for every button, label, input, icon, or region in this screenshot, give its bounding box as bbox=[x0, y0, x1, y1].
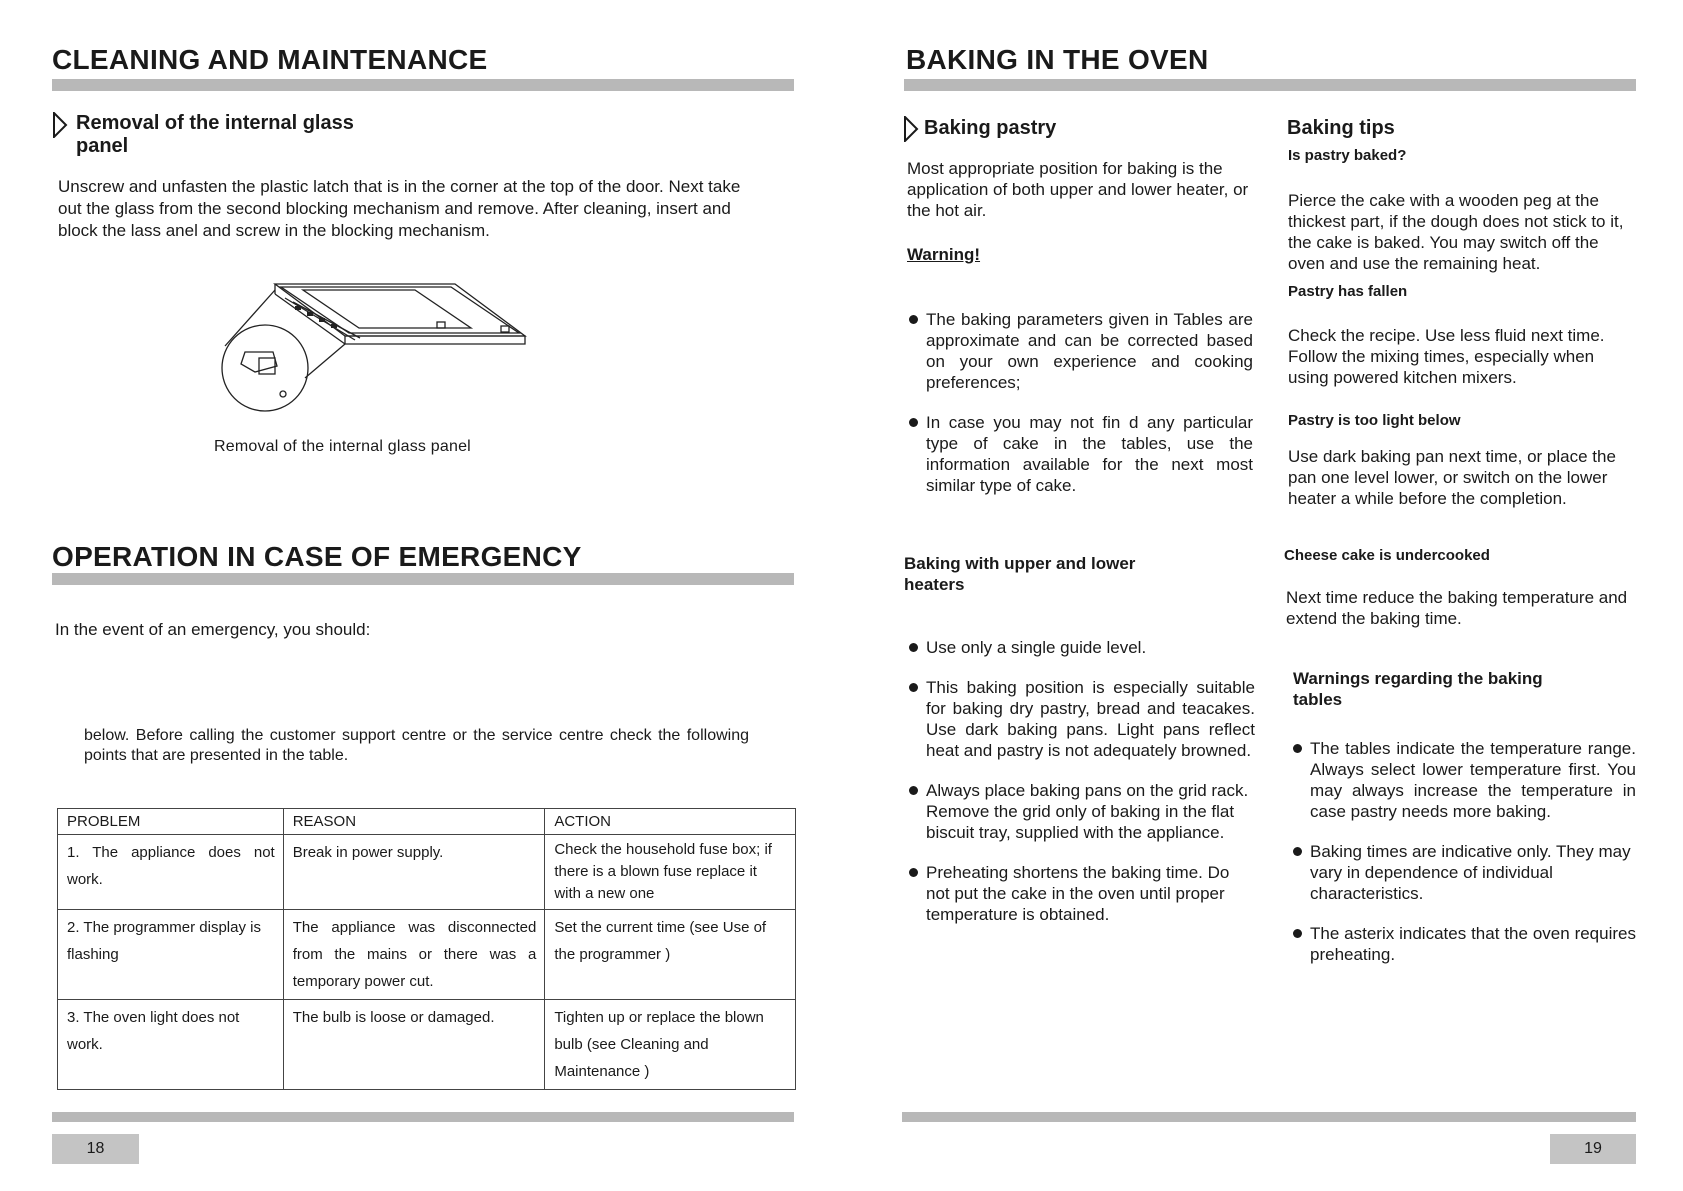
list-item: The baking parameters given in Tables are approximate and can be corrected based on your own experience and cooking preferences; bbox=[907, 309, 1253, 393]
bullet-icon bbox=[909, 868, 918, 877]
pastry-heading: Baking pastry bbox=[924, 117, 1057, 139]
table-header: ACTION bbox=[545, 809, 796, 835]
table-row bbox=[58, 910, 796, 1000]
tip-question: Cheese cake is undercooked bbox=[1284, 547, 1490, 564]
section-rule bbox=[52, 79, 794, 91]
tip-question: Is pastry baked? bbox=[1288, 147, 1407, 164]
emergency-note: below. Before calling the customer support centre or the service centre check the following points that are presented in the table. bbox=[84, 727, 749, 764]
table-cell-problem: 2. The programmer display is flashing bbox=[58, 910, 284, 1000]
tip-question: Pastry is too light below bbox=[1288, 412, 1461, 429]
list-item: The tables indicate the temperature range. Always select lower temperature first. You may always increase the temperature in case pastry needs more baking. bbox=[1291, 738, 1636, 822]
upper-lower-heading: Baking with upper and lower heaters bbox=[904, 554, 1136, 594]
table-header-row bbox=[58, 809, 796, 835]
cleaning-title: CLEANING AND MAINTENANCE bbox=[52, 44, 488, 75]
bullet-icon bbox=[909, 683, 918, 692]
table-header: REASON bbox=[283, 809, 545, 835]
upper-lower-list bbox=[907, 637, 1255, 925]
removal-heading: Removal of the internal glass panel bbox=[76, 112, 354, 157]
bullet-icon bbox=[909, 418, 918, 427]
bullet-icon bbox=[1293, 744, 1302, 753]
table-row bbox=[58, 1000, 796, 1090]
table-cell-problem: 1. The appliance does not work. bbox=[58, 835, 284, 910]
table-cell-reason: The bulb is loose or damaged. bbox=[283, 1000, 545, 1090]
table-cell-reason: Break in power supply. bbox=[283, 835, 545, 910]
section-rule bbox=[52, 573, 794, 585]
table-header: PROBLEM bbox=[58, 809, 284, 835]
tip-answer: Check the recipe. Use less fluid next time. Follow the mixing times, especially when using powered kitchen mixers. bbox=[1288, 326, 1605, 387]
tip-question: Pastry has fallen bbox=[1288, 283, 1408, 300]
tips-heading: Baking tips bbox=[1287, 117, 1395, 139]
warning-label: Warning! bbox=[907, 245, 981, 264]
tip-answer: Pierce the cake with a wooden peg at the thickest part, if the dough does not stick to it, the cake is baked. You may switch off the oven and use the remaining heat. bbox=[1288, 191, 1624, 273]
list-item: Baking times are indicative only. They may vary in dependence of individual characteristics. bbox=[1291, 841, 1636, 904]
bullet-icon bbox=[909, 786, 918, 795]
removal-text: Unscrew and unfasten the plastic latch that is in the corner at the top of the door. Next take out the glass from the second blocking mechanism and remove. After cleaning, insert and block the lass anel and screw in the blocking mechanism. bbox=[58, 177, 741, 240]
list-item: Preheating shortens the baking time. Do not put the cake in the oven until proper temperature is obtained. bbox=[907, 862, 1255, 925]
section-rule bbox=[904, 79, 1636, 91]
table-cell-action: Tighten up or replace the blown bulb (see Cleaning and Maintenance ) bbox=[545, 1000, 796, 1090]
list-item: This baking position is especially suitable for baking dry pastry, bread and teacakes. Use dark baking pans. Light pans reflect heat and pastry is not adequately browned. bbox=[907, 677, 1255, 761]
emergency-intro: In the event of an emergency, you should: bbox=[55, 620, 371, 639]
bullet-icon bbox=[1293, 847, 1302, 856]
table-cell-problem: 3. The oven light does not work. bbox=[58, 1000, 284, 1090]
page-number: 19 bbox=[1550, 1134, 1636, 1164]
tip-answer: Next time reduce the baking temperature and extend the baking time. bbox=[1286, 588, 1628, 628]
glass-panel-diagram bbox=[215, 278, 535, 428]
footer-rule bbox=[52, 1112, 794, 1122]
triangle-marker-icon bbox=[52, 112, 68, 138]
bullet-icon bbox=[1293, 929, 1302, 938]
baking-title: BAKING IN THE OVEN bbox=[906, 44, 1209, 75]
list-item: Use only a single guide level. bbox=[907, 637, 1255, 658]
list-item: In case you may not fin d any particular type of cake in the tables, use the information available for the next most similar type of cake. bbox=[907, 412, 1253, 496]
tip-answer: Use dark baking pan next time, or place the pan one level lower, or switch on the lower heater a while before the completion. bbox=[1288, 447, 1616, 508]
list-item: Always place baking pans on the grid rack. Remove the grid only of baking in the flat biscuit tray, supplied with the appliance. bbox=[907, 780, 1255, 843]
table-cell-action: Check the household fuse box; if there is a blown fuse replace it with a new one bbox=[545, 835, 796, 910]
figure-caption: Removal of the internal glass panel bbox=[214, 438, 471, 455]
bullet-icon bbox=[909, 643, 918, 652]
table-cell-action: Set the current time (see Use of the programmer ) bbox=[545, 910, 796, 1000]
list-item: The asterix indicates that the oven requires preheating. bbox=[1291, 923, 1636, 965]
emergency-table bbox=[57, 808, 796, 1090]
table-cell-reason: The appliance was disconnected from the mains or there was a temporary power cut. bbox=[283, 910, 545, 1000]
warnings-tables-list bbox=[1291, 738, 1636, 965]
footer-rule bbox=[902, 1112, 1636, 1122]
page-number: 18 bbox=[52, 1134, 139, 1164]
pastry-text: Most appropriate position for baking is the application of both upper and lower heater, or the hot air. bbox=[907, 159, 1249, 220]
bullet-icon bbox=[909, 315, 918, 324]
warning-list bbox=[907, 309, 1253, 496]
emergency-title: OPERATION IN CASE OF EMERGENCY bbox=[52, 541, 582, 572]
table-row bbox=[58, 835, 796, 910]
warnings-tables-heading: Warnings regarding the baking tables bbox=[1293, 669, 1543, 709]
triangle-marker-icon bbox=[903, 116, 919, 142]
